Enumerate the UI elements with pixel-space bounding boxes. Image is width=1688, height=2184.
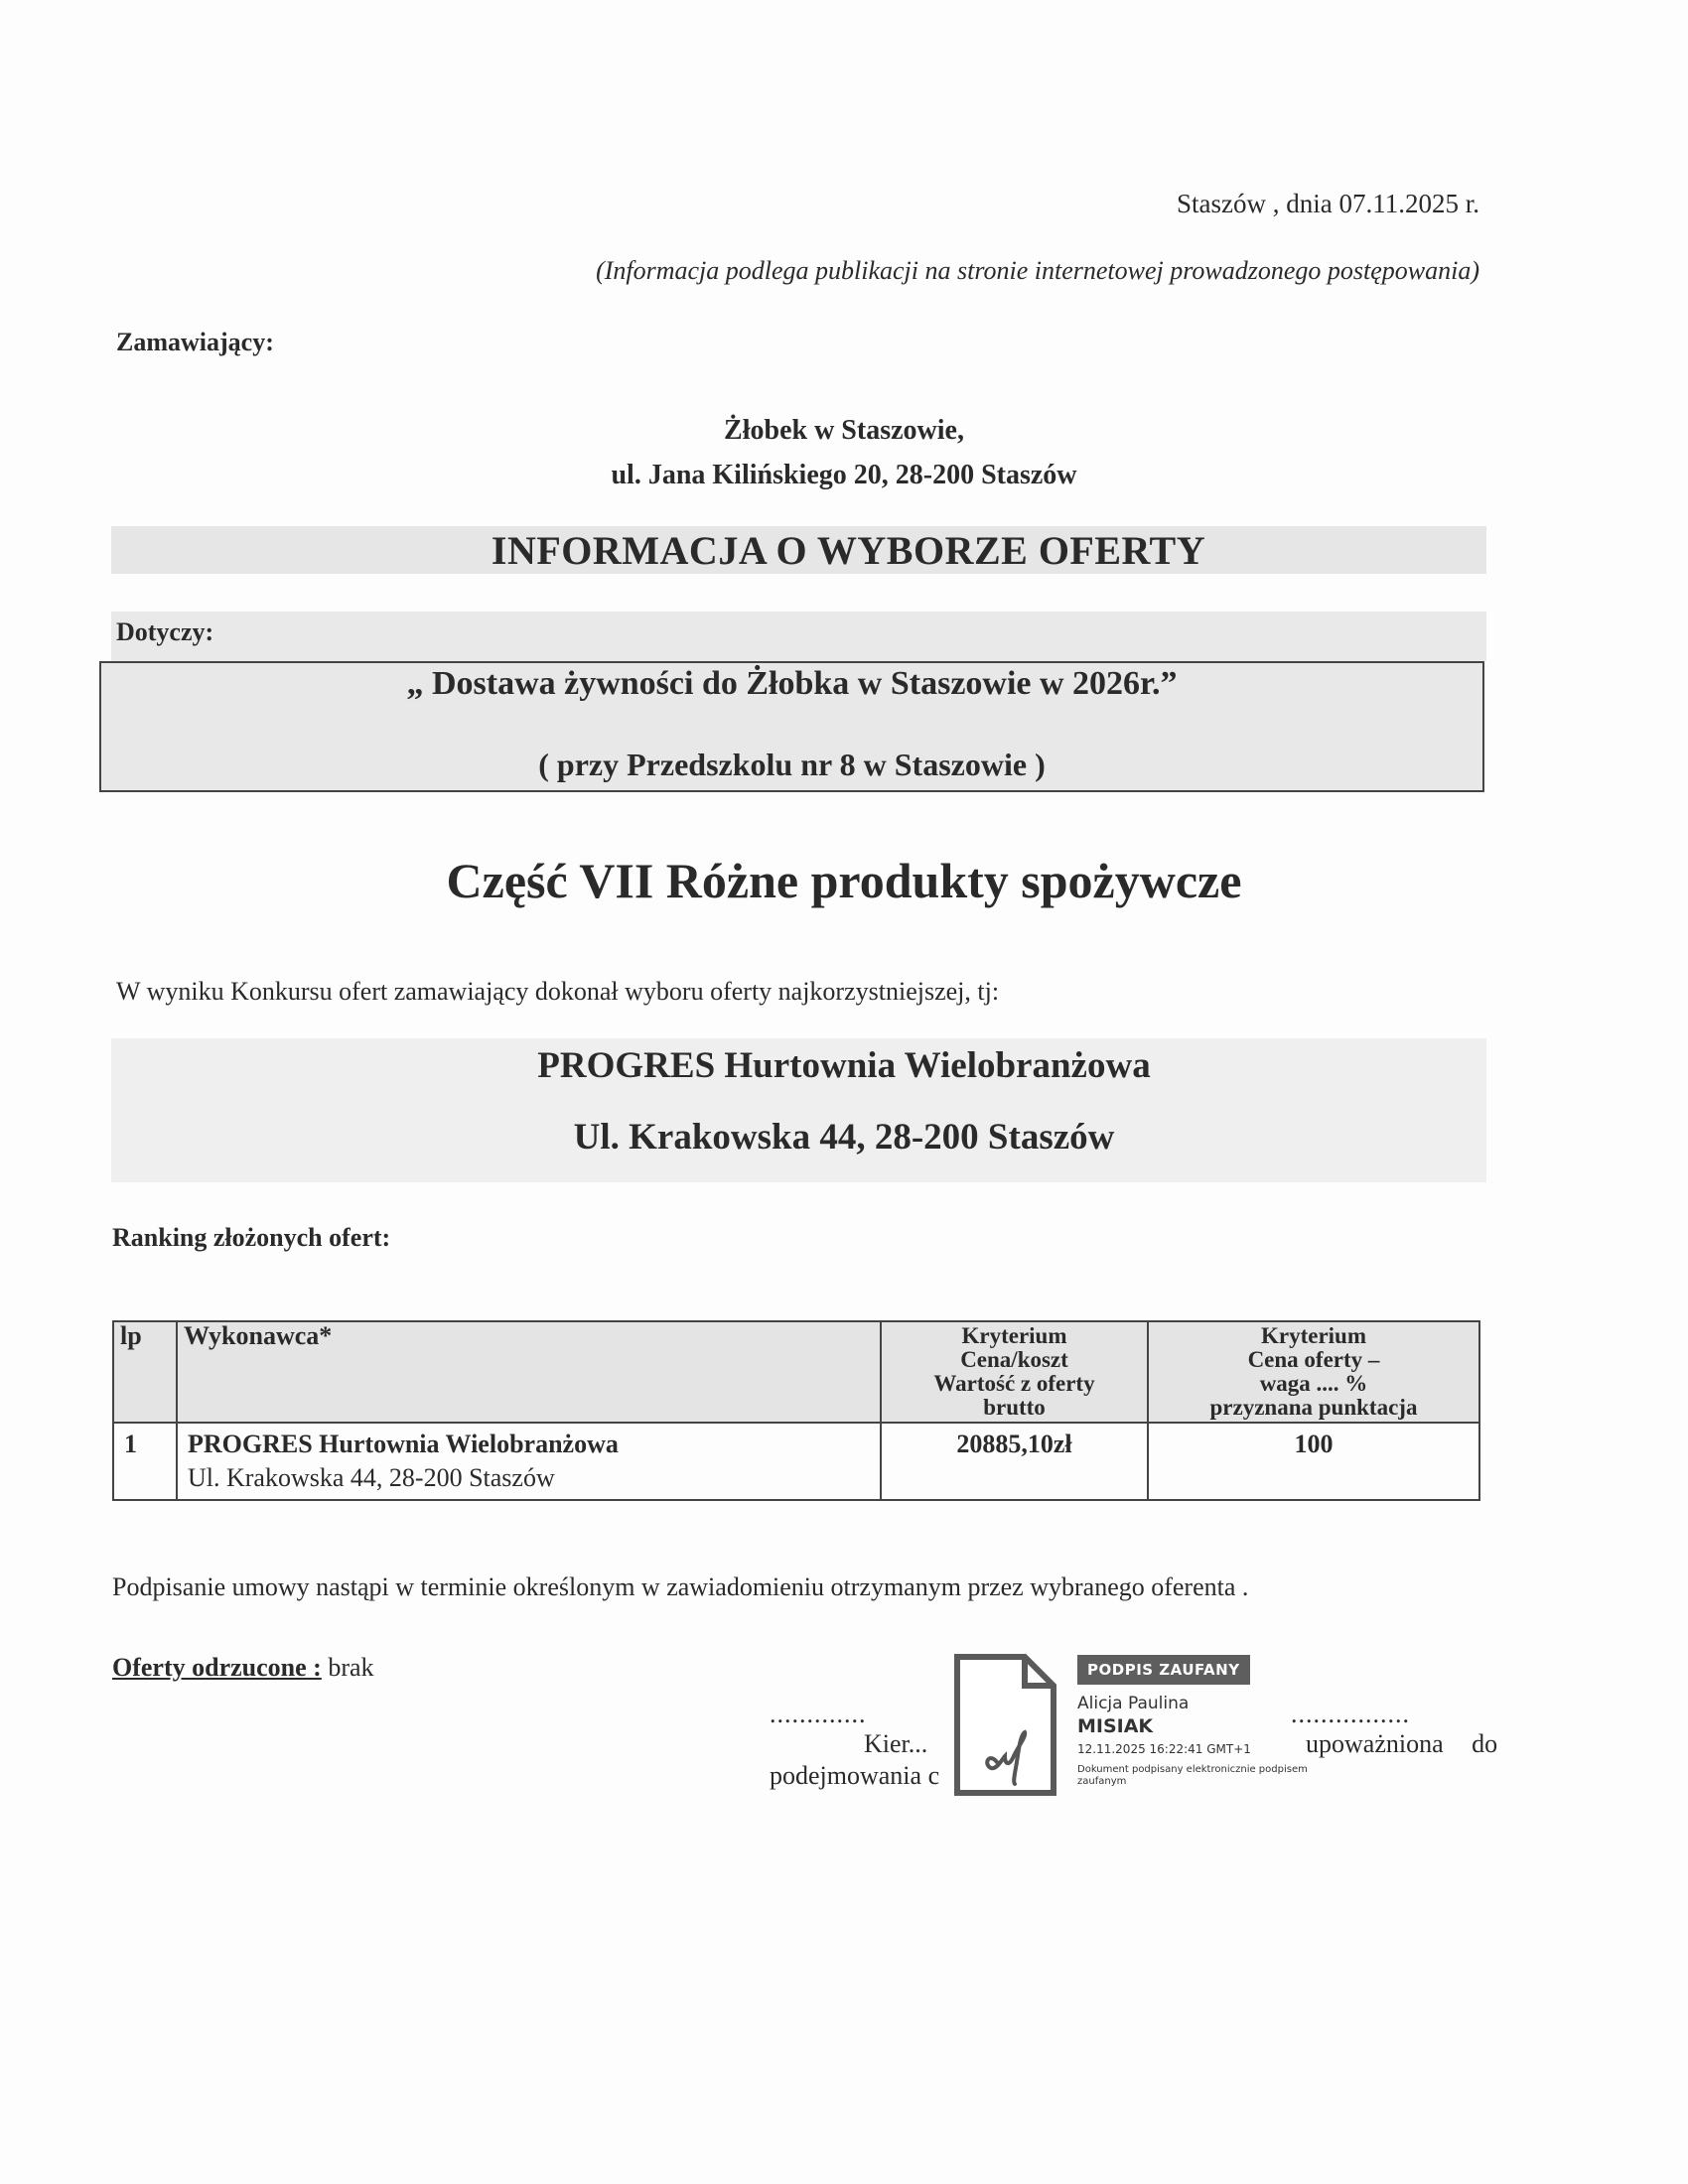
signature-timestamp: 12.11.2025 16:22:41 GMT+1 [1077,1742,1251,1756]
col-price [881,1321,1148,1423]
col-lp: lp [113,1321,177,1423]
cell-price: 20885,10zł [881,1423,1148,1500]
publication-note: (Informacja podlega publikacji na stronie internetowej prowadzonego postępowania) [596,256,1479,285]
signature-dots-left: ............. [770,1700,867,1728]
col-contractor: Wykonawca* [177,1321,881,1423]
col-price-line: Cena/koszt [960,1347,1068,1372]
part-title: Część VII Różne produkty spożywcze [446,853,1242,908]
result-text: W wyniku Konkursu ofert zamawiający dokonał wyboru oferty najkorzystniejszej, tj: [116,977,1000,1006]
cell-contractor [177,1423,881,1500]
signer-last-name: MISIAK [1077,1715,1154,1737]
authorized-text: upoważniona do [1306,1729,1498,1758]
rejected-label: Oferty odrzucone : [112,1653,322,1682]
signature-description: Dokument podpisany elektronicznie podpisem zaufanym [1077,1764,1308,1787]
col-price-line: Kryterium [961,1323,1067,1348]
col-score-line: waga .... % [1259,1371,1368,1396]
cell-score: 100 [1148,1423,1479,1500]
contractor-address: Ul. Krakowska 44, 28-200 Staszów [188,1463,555,1492]
buyer-label: Zamawiający: [116,328,274,356]
ranking-header-row [113,1321,1479,1423]
signer-role-text-2: podejmowania c [770,1761,940,1790]
col-score [1148,1321,1479,1423]
ranking-table [112,1320,1480,1501]
subject-line-1: „ Dostawa żywności do Żłobka w Staszowie w 2026r.” [406,665,1178,702]
subject-label: Dotyczy: [116,617,214,646]
col-score-line: przyznana punktacja [1209,1395,1418,1420]
signing-text: Podpisanie umowy nastąpi w terminie określonym w zawiadomieniu otrzymanym przez wybranego oferenta . [112,1572,1249,1601]
col-score-line: Cena oferty – [1247,1347,1380,1372]
buyer-address: ul. Jana Kilińskiego 20, 28-200 Staszów [611,460,1077,490]
winner-address: Ul. Krakowska 44, 28-200 Staszów [573,1117,1115,1158]
contractor-name: PROGRES Hurtownia Wielobranżowa [188,1430,619,1458]
signature-badge: PODPIS ZAUFANY [1077,1655,1250,1685]
table-row [113,1423,1479,1500]
rejected-offers [112,1653,374,1683]
buyer-name: Żłobek w Staszowie, [724,415,964,446]
document-date: Staszów , dnia 07.11.2025 r. [1177,189,1479,218]
col-price-line: Wartość z oferty [933,1371,1095,1396]
signer-role-text: Kier... [864,1729,928,1758]
document-title: INFORMACJA O WYBORZE OFERTY [491,528,1206,573]
signer-first-name: Alicja Paulina [1077,1694,1190,1713]
col-score-line: Kryterium [1260,1323,1366,1348]
signed-document-icon [953,1653,1057,1797]
signature-dots-right: ................ [1291,1700,1410,1728]
subject-line-2: ( przy Przedszkolu nr 8 w Staszowie ) [538,747,1046,782]
ranking-label: Ranking złożonych ofert: [112,1223,391,1252]
cell-lp: 1 [113,1423,177,1500]
rejected-value: brak [321,1653,374,1682]
subject-label-band [111,612,1486,661]
col-price-line: brutto [983,1395,1046,1420]
winner-name: PROGRES Hurtownia Wielobranżowa [537,1045,1151,1086]
